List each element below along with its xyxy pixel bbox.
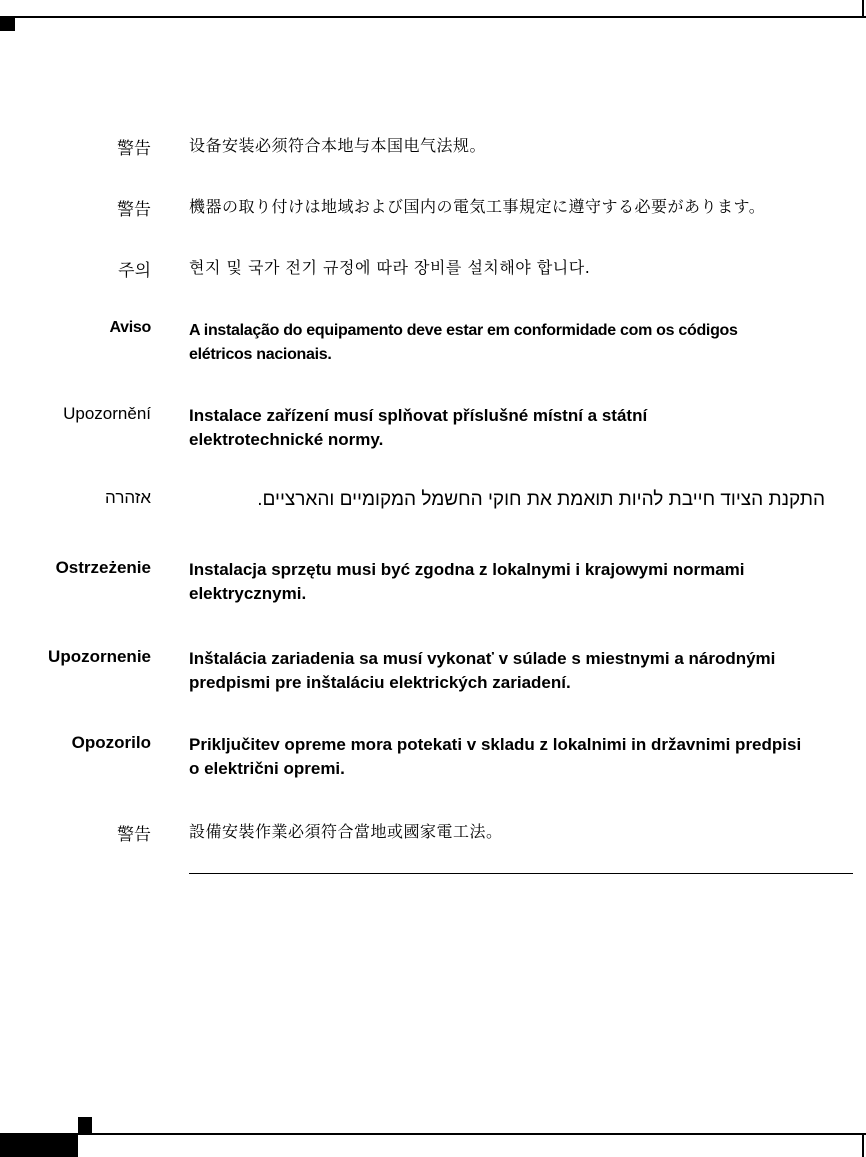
- warning-label: Upozornění: [63, 404, 151, 423]
- warning-text: Instalace zařízení musí splňovat příslušné místní a státní elektrotechnické normy.: [189, 406, 648, 449]
- page-corner-marker: [0, 18, 15, 31]
- warning-label: Aviso: [109, 319, 151, 336]
- warning-label: Upozornenie: [48, 647, 151, 666]
- warning-text: 設備安裝作業必須符合當地或國家電工法。: [189, 822, 503, 841]
- warning-label: 주의: [118, 261, 151, 281]
- warning-label: 警告: [117, 139, 151, 159]
- warning-text: 设备安装必须符合本地与本国电气法规。: [189, 136, 487, 155]
- warning-text: Inštalácia zariadenia sa musí vykonať v súlade s miestnymi a národnými predpismi pre inštaláciu elektrických zariadení.: [189, 649, 776, 692]
- warning-label: 警告: [117, 825, 151, 845]
- warning-label: אזהרה: [105, 488, 151, 507]
- warning-text: 현지 및 국가 전기 규정에 따라 장비를 설치해야 합니다.: [189, 258, 591, 277]
- footer-right-tick: [862, 1135, 864, 1157]
- section-divider: [189, 873, 853, 874]
- warning-text: A instalação do equipamento deve estar em conformidade com os códigos elétricos nacionais.: [189, 322, 738, 363]
- warning-text: התקנת הציוד חייבת להיות תואמת את חוקי החשמל המקומיים והארציים.: [257, 489, 825, 510]
- footer-corner-marker: [78, 1117, 92, 1133]
- warning-label: Opozorilo: [71, 733, 151, 752]
- warning-label: Ostrzeżenie: [55, 558, 151, 577]
- warning-text: Priključitev opreme mora potekati v skladu z lokalnimi in državnimi predpisi o električni opremi.: [189, 735, 802, 778]
- warning-text: Instalacja sprzętu musi być zgodna z lokalnymi i krajowymi normami elektrycznymi.: [189, 560, 745, 603]
- top-right-tick: [862, 0, 864, 17]
- footer-corner-block: [0, 1133, 78, 1157]
- warning-text: 機器の取り付けは地域および国内の電気工事規定に遵守する必要があります。: [189, 197, 766, 216]
- top-rule: [0, 16, 866, 18]
- footer-rule: [0, 1133, 866, 1135]
- warning-label: 警告: [117, 200, 151, 220]
